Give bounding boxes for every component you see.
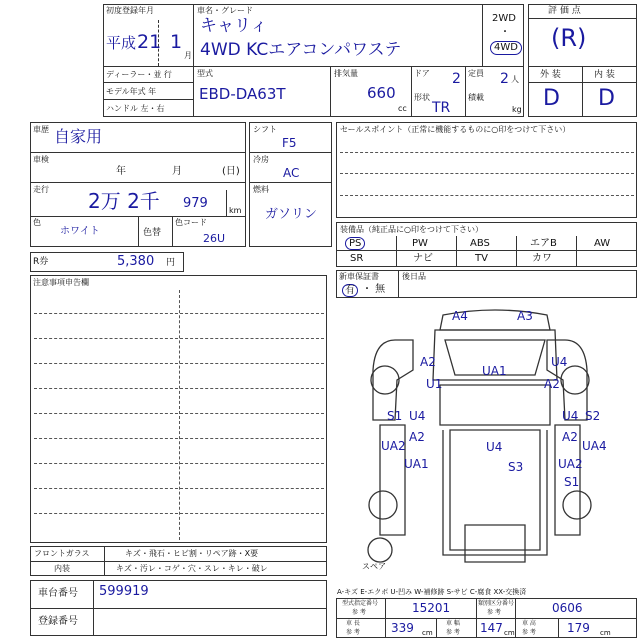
divider [103,82,193,83]
divider [436,618,437,638]
capacity-unit: 人 [511,75,519,84]
right-rear-wheel [563,491,591,519]
front-glass-label: フロントガラス [34,549,90,558]
damage-mark: UA2 [558,457,583,471]
interior-grade: D [598,86,615,111]
divider [396,236,397,267]
length-ref: 参 考 [346,629,360,636]
dealer-label: ディーラー・並 行 [106,70,172,79]
ac-label: 冷房 [253,155,269,164]
divider [516,236,517,267]
damage-mark: A3 [517,309,533,323]
reg-year: 21 [137,31,162,53]
width-value: 147 [480,621,503,635]
car-name: キャリィ [200,16,268,36]
model-year-label: モデル年式 年 [106,87,157,96]
spare-label: スペア [362,562,386,571]
era: 平成 [106,34,137,52]
grade-label: 評 価 点 [548,6,581,16]
height-label: 車 高 [522,620,536,627]
color-code-label: 色コード [175,218,207,227]
grade-score: (R) [551,24,587,52]
length-unit: cm [422,629,433,637]
fuel-label: 燃料 [253,185,269,194]
sales-line [340,152,634,153]
aftermarket-label: 後日品 [402,272,426,281]
divider [528,18,637,19]
divider [30,561,327,562]
exterior-label: 外 装 [540,70,561,80]
divider [30,182,246,183]
equip-abs: ABS [470,238,490,249]
sales-points-label: セールスポイント（正常に機能するものに○印をつけて下さい） [340,125,571,134]
type-label: 型式 [197,69,213,78]
divider [582,66,583,117]
divider [336,618,637,619]
divider [456,236,457,267]
sales-line [340,173,634,174]
drive-dot: ・ [500,27,510,38]
damage-mark: A2 [562,430,578,444]
equip-sr: SR [350,253,364,264]
height-ref: 参 考 [522,629,536,636]
color-value: ホワイト [60,226,100,237]
type-spec-label: 型式指定番号 [342,600,379,607]
capacity-value: 2 [500,71,509,87]
divider [226,190,227,216]
category-ref: 参 考 [487,609,501,616]
recycle-unit: 円 [166,258,176,268]
divider [172,216,173,247]
damage-mark: UA1 [404,457,429,471]
divider [249,152,332,153]
damage-mark: U4 [486,440,503,454]
damage-mark: A2 [409,430,425,444]
height-value: 179 [567,621,590,635]
damage-mark: S2 [585,409,601,423]
exterior-grade: D [543,86,560,111]
width-ref: 参 考 [446,629,460,636]
equip-aw: AW [594,238,611,249]
capacity-label: 定員 [468,69,484,78]
shift-value: F5 [282,136,297,150]
shape-value: TR [432,100,451,116]
displacement-value: 660 [367,84,396,102]
damage-mark: S1 [564,475,580,489]
front-glass-value: キズ・飛石・ヒビ割・リペア跡・X要 [125,549,259,558]
first-reg-label: 初度登録年月 [106,6,154,15]
car-damage-diagram [335,300,625,570]
reg-month: 1 [170,31,183,53]
usage-label: 車歴 [33,125,49,134]
divider [558,618,559,638]
color-code-value: 26U [203,232,226,245]
chassis-value: 599919 [99,584,149,599]
car-grade: 4WD KCエアコンパワステ [200,40,402,60]
usage-value: 自家用 [54,127,103,146]
type-spec-value: 15201 [412,601,451,615]
mileage-unit: km [229,206,242,215]
warranty-yes: 有 [342,284,358,297]
length-label: 車 長 [346,620,360,627]
divider [336,250,637,251]
equip-tv: TV [475,253,488,264]
divider [465,66,466,117]
width-unit: cm [504,629,515,637]
rear-gate [465,525,525,562]
equip-pw: PW [412,238,428,249]
door-value: 2 [452,71,461,87]
notes-divider [179,290,180,540]
load-unit: kg [512,105,522,114]
divider [138,216,139,247]
equipment-label: 装備品（純正品に○印をつけて下さい） [340,225,483,234]
equip-navi: ナビ [413,253,433,264]
damage-legend: A-キズ E-エクボ U-凹み W-補修跡 S-サビ C-腐食 XX-交換済 [337,588,527,596]
registration-label: 登録番号 [38,616,78,627]
height-unit: cm [600,629,611,637]
damage-mark: UA1 [482,364,507,378]
insp-year: 年 [116,166,126,177]
ac-value: AC [283,166,300,180]
warranty-label: 新車保証書 [339,272,379,281]
recycle-label: R券 [33,257,49,267]
interior-label: 内 装 [594,70,615,80]
divider [30,152,246,153]
divider [411,66,412,117]
divider [103,99,193,100]
name-grade-label: 車名・グレード [197,6,253,15]
mileage-number: 979 [183,196,208,211]
divider [515,598,516,638]
interior-cond-label: 内装 [54,564,70,573]
category-label: 類別区分番号 [478,600,515,607]
chassis-label: 車台番号 [38,588,78,599]
right-front-wheel [561,366,589,394]
left-cab-side [373,340,413,423]
insp-month: 月 [172,166,182,177]
divider [398,270,399,298]
header-section [103,4,524,117]
sales-line [340,195,634,196]
recycle-section [30,252,184,272]
length-value: 339 [391,621,414,635]
divider [249,182,332,183]
damage-mark: U4 [562,409,579,423]
door-label: ドア [414,69,430,78]
damage-mark: A4 [452,309,468,323]
damage-mark: U4 [551,355,568,369]
left-rear-wheel [369,491,397,519]
divider [385,598,386,638]
color-label: 色 [33,218,41,227]
divider [103,66,524,67]
damage-mark: S3 [508,460,524,474]
category-value: 0606 [552,601,583,615]
divider [482,4,483,66]
divider [576,236,577,267]
displacement-label: 排気量 [334,69,358,78]
notes-label: 注意事項申告欄 [33,278,89,287]
shape-label: 形状 [414,93,430,102]
cab-roof [440,385,550,425]
divider [104,546,105,576]
handle-label: ハンドル 左・右 [106,104,165,113]
divider [93,580,94,636]
divider [193,4,194,117]
divider [30,608,327,609]
color-change-label: 色替 [143,228,162,238]
sales-points-section [336,122,637,218]
damage-mark: S1 [387,409,403,423]
damage-mark: A2 [420,355,436,369]
mileage-label: 走行 [33,185,49,194]
mileage-handwritten: 2万 2千 [88,189,160,213]
spare-tire [368,538,392,562]
drive-2wd: 2WD [492,13,516,24]
fuel-value: ガソリン [265,207,318,222]
drive-4wd: 4WD [490,41,522,55]
width-label: 車 幅 [446,620,460,627]
load-label: 積載 [468,93,484,102]
divider [476,598,477,638]
insp-day: (日) [222,166,240,177]
left-front-wheel [371,366,399,394]
type-spec-ref: 参 考 [352,609,366,616]
divider [330,66,331,117]
damage-mark: A2 [544,377,560,391]
shift-label: シフト [253,125,277,134]
damage-mark: UA2 [381,439,406,453]
recycle-value: 5,380 [117,254,155,269]
damage-mark: U4 [409,409,426,423]
equip-airbag: エアB [530,238,557,249]
displacement-unit: cc [398,104,407,113]
inspection-label: 車検 [33,155,49,164]
damage-mark: UA4 [582,439,607,453]
equip-leather: カワ [532,253,552,264]
warranty-no: ・ 無 [362,284,386,295]
month-unit: 月 [184,51,192,60]
damage-mark: U1 [426,377,443,391]
equip-ps: PS [345,237,365,250]
type-value: EBD-DA63T [199,85,286,103]
interior-cond-value: キズ・汚レ・コゲ・穴・スレ・キレ・破レ [116,564,268,573]
